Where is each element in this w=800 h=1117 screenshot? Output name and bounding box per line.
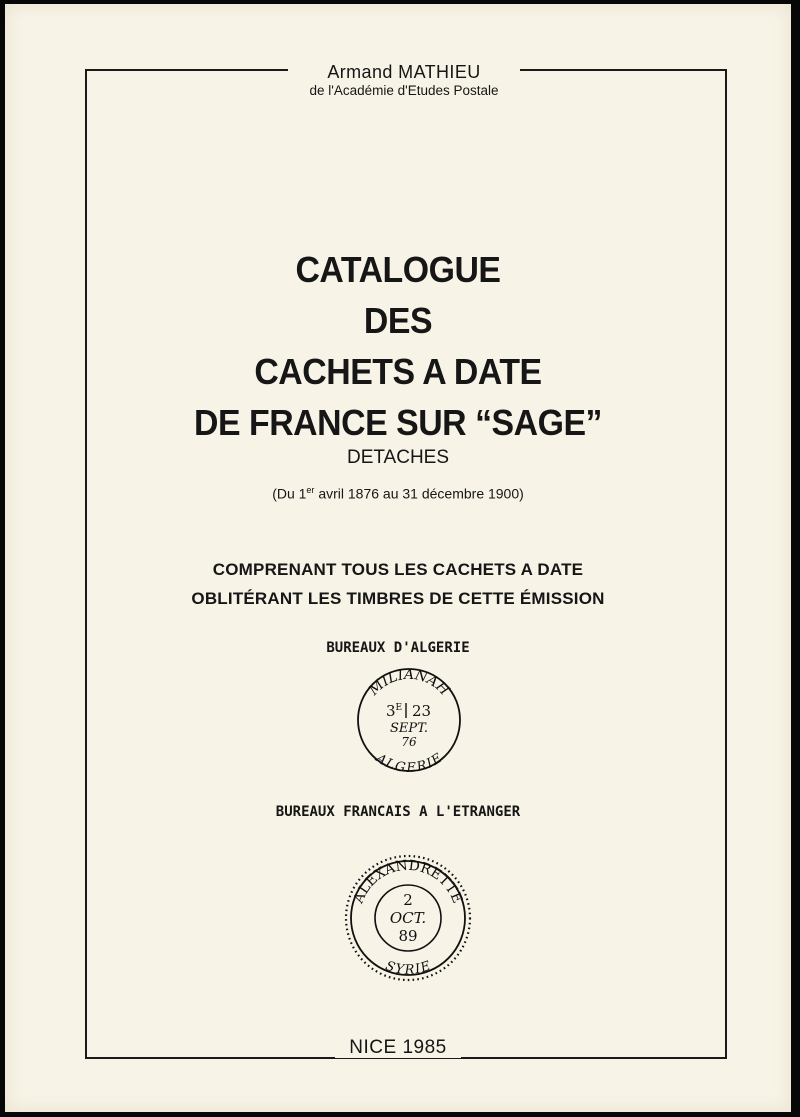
section-heading-algerie: BUREAUX D'ALGERIE <box>326 640 470 656</box>
postmark-alexandrette <box>342 852 474 984</box>
author-affiliation: de l'Académie d'Etudes Postale <box>309 82 499 98</box>
author-block <box>288 62 520 98</box>
postmark-month: SEPT. <box>389 721 429 736</box>
book-title <box>29 244 768 448</box>
period <box>5 485 791 502</box>
publication-place-date <box>5 1037 791 1059</box>
description-line: COMPRENANT TOUS LES CACHETS A DATE <box>212 560 584 579</box>
postmark-day: 23 <box>412 702 432 720</box>
postmark-year: 89 <box>398 927 418 945</box>
description <box>5 555 791 613</box>
period-start: (Du 1 <box>272 485 307 502</box>
postmark-region: ALGERIE <box>372 750 446 774</box>
postmark-town: ALEXANDRETTE <box>350 857 466 906</box>
book-cover <box>5 4 791 1112</box>
title-line: DES <box>363 300 433 341</box>
postmark-region: SYRIE <box>383 958 433 978</box>
postmark-month: OCT. <box>389 909 427 927</box>
subtitle: DETACHES <box>346 447 450 468</box>
postmark-milianah <box>352 666 466 774</box>
postmark-day: 2 <box>403 891 413 909</box>
postmark-town: MILIANAH <box>365 667 453 699</box>
place-date-text: NICE 1985 <box>335 1037 460 1058</box>
description-line: OBLITÉRANT LES TIMBRES DE CETTE ÉMISSION <box>191 589 605 608</box>
postmark-year: 76 <box>401 735 417 749</box>
section-heading-etranger: BUREAUX FRANCAIS A L'ETRANGER <box>275 804 521 820</box>
title-line: DE FRANCE SUR “SAGE” <box>193 402 602 443</box>
title-line: CACHETS A DATE <box>254 351 542 392</box>
author-name: Armand MATHIEU <box>327 62 481 82</box>
postmark-hour: $3^E$ <box>386 702 403 720</box>
period-end: avril 1876 au 31 décembre 1900) <box>314 485 524 502</box>
period-superscript: er <box>306 485 315 495</box>
title-line: CATALOGUE <box>295 249 501 290</box>
